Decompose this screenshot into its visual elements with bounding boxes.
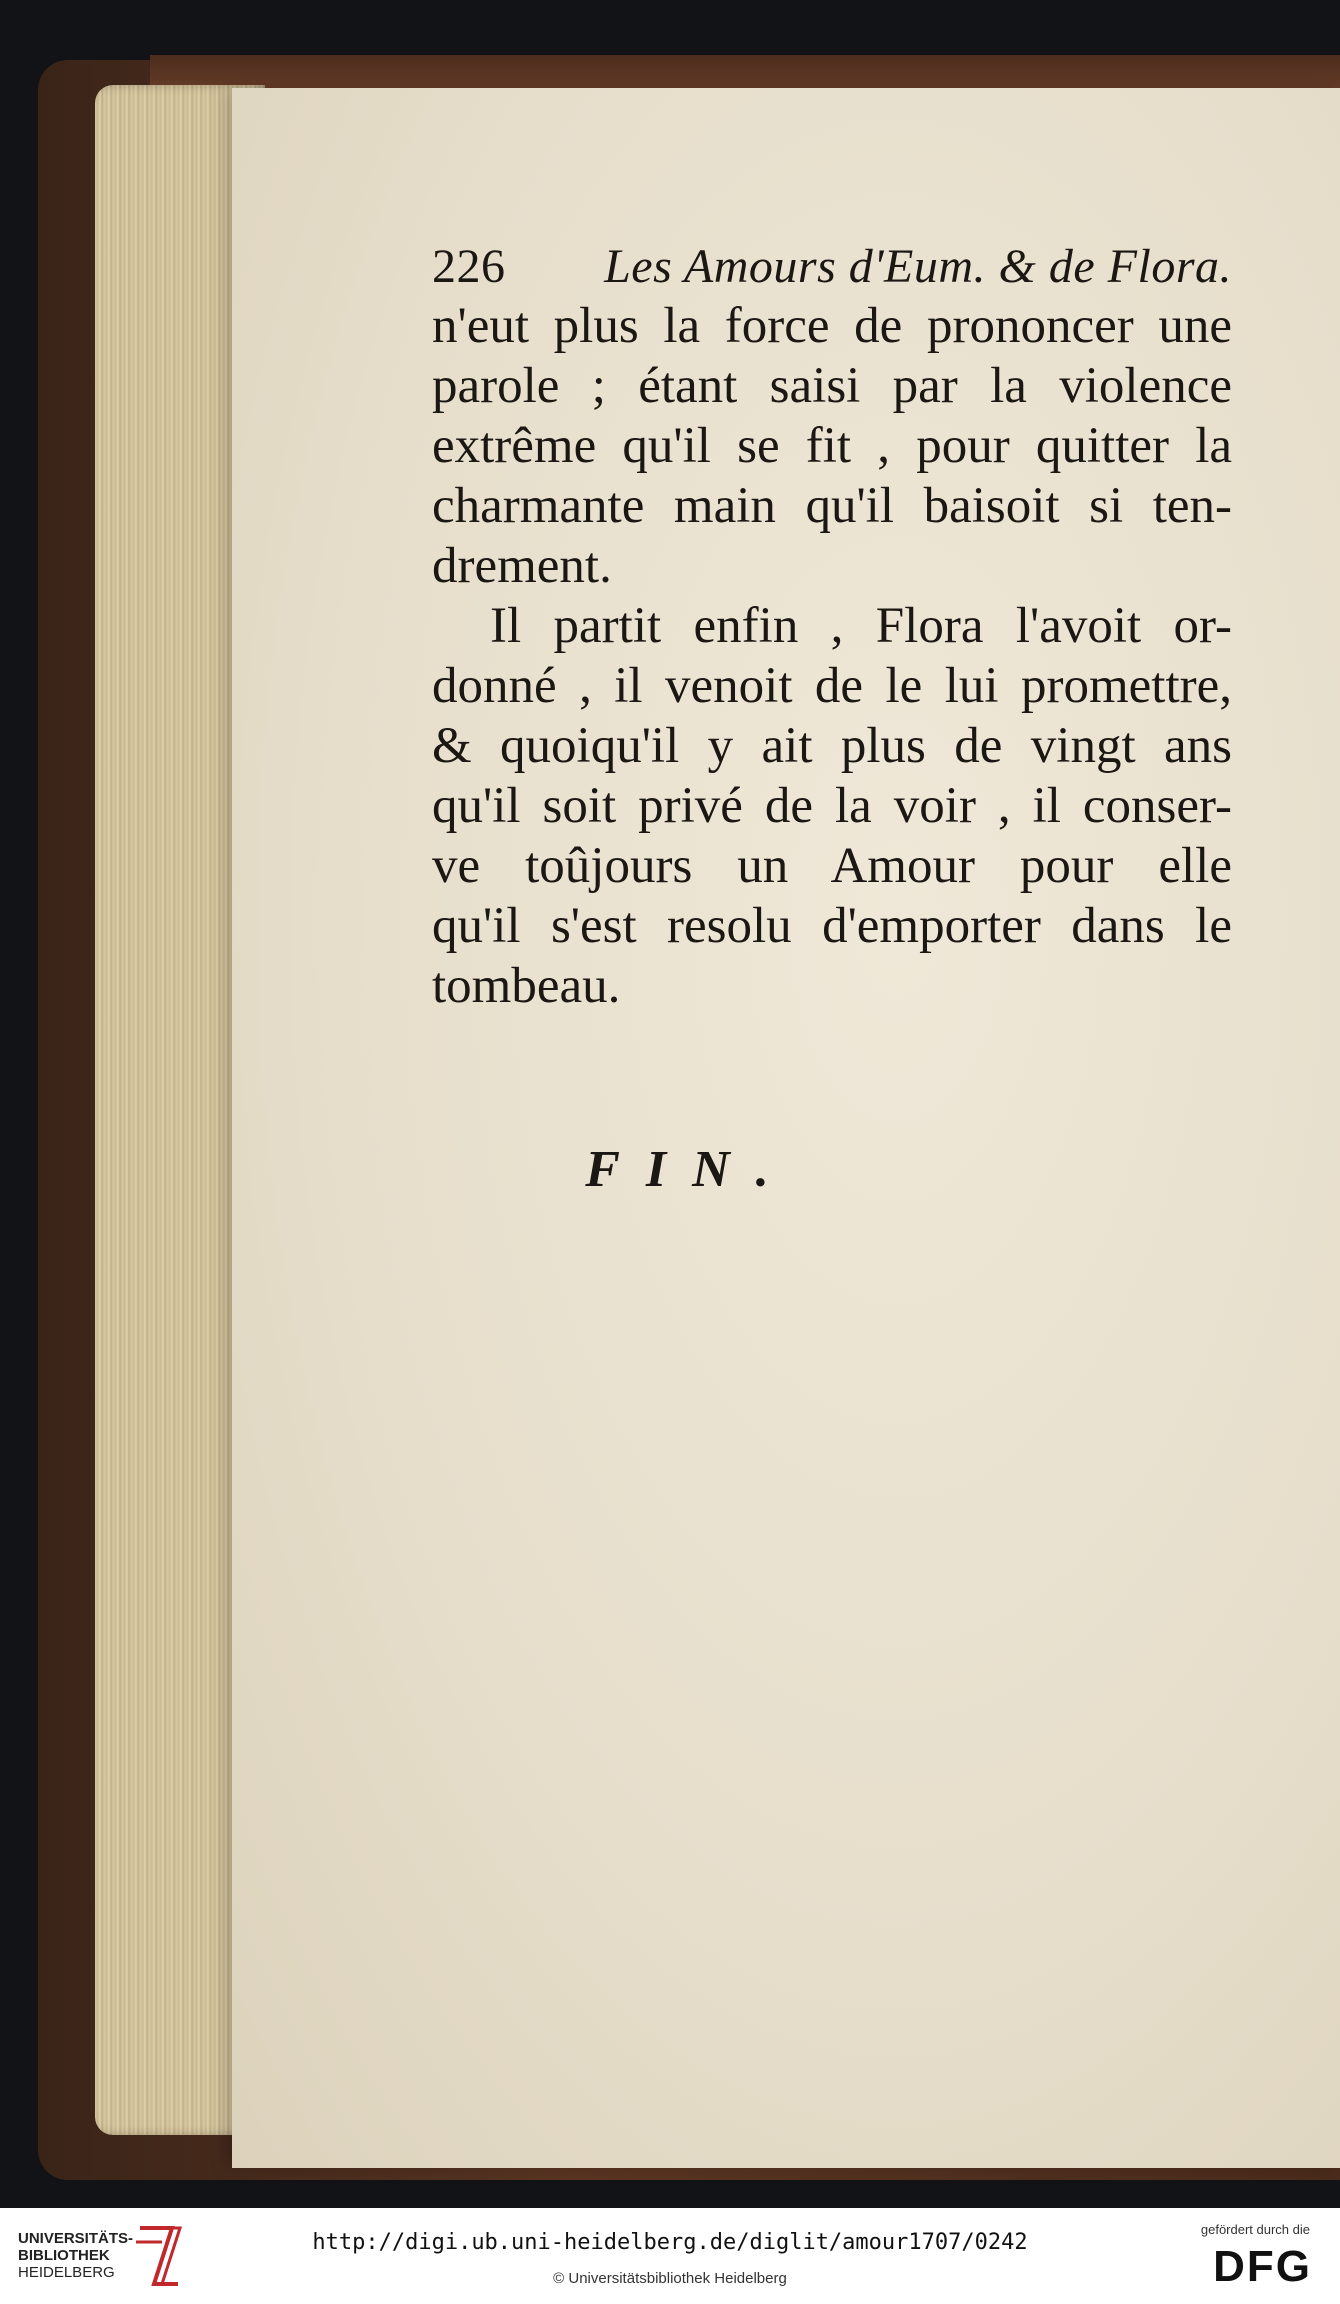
library-line: BIBLIOTHEK <box>18 2247 110 2264</box>
text-line: tombeau. <box>432 958 621 1014</box>
text-line: drement. <box>432 538 612 594</box>
text-line: n'eut plus la force de prononcer une <box>432 298 1232 354</box>
text-line: extrême qu'il se fit , pour quitter la <box>432 418 1232 474</box>
running-title: Les Amours d'Eum. & de Flora. <box>604 240 1232 293</box>
text-line: donné , il venoit de le lui promettre, <box>432 658 1232 714</box>
page-number: 226 <box>432 240 506 293</box>
library-line: UNIVERSITÄTS- <box>18 2230 134 2247</box>
text-line: charmante main qu'il baisoit si ten- <box>432 478 1232 534</box>
funder-label: gefördert durch die <box>1200 2222 1310 2237</box>
running-head <box>432 238 1232 296</box>
library-line: HEIDELBERG <box>18 2264 115 2281</box>
page-text <box>432 238 1232 1016</box>
footer-bar <box>0 2208 1340 2304</box>
permalink-url[interactable]: http://digi.ub.uni-heidelberg.de/diglit/amour1707/0242 <box>312 2230 1028 2255</box>
text-line: parole ; étant saisi par la violence <box>432 358 1232 414</box>
copyright-notice: © Universitätsbibliothek Heidelberg <box>553 2270 787 2287</box>
dfg-logo: DFG <box>1213 2242 1312 2291</box>
text-line: qu'il s'est resolu d'emporter dans le <box>432 898 1232 954</box>
text-line: Il partit enfin , Flora l'avoit or- <box>490 598 1232 654</box>
text-line: qu'il soit privé de la voir , il conser- <box>432 778 1232 834</box>
text-line: & quoiqu'il y ait plus de vingt ans <box>432 718 1232 774</box>
fin-label: FIN. <box>585 1141 795 1198</box>
text-line: ve toûjours un Amour pour elle <box>432 838 1232 894</box>
